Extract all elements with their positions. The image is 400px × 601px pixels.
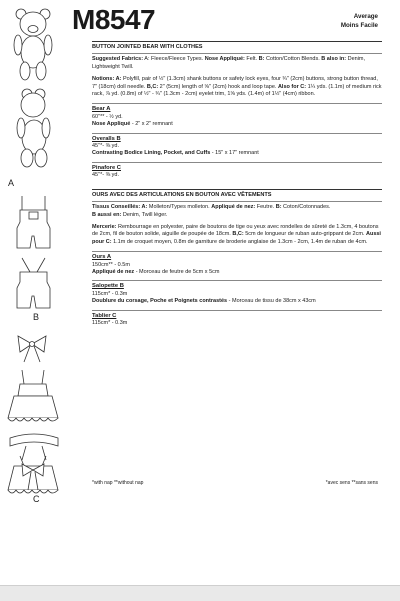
fr-fabrics-text: Molleton/Types molleton. (147, 204, 212, 211)
view-letter-c: C (33, 494, 40, 504)
notions-bc-text: 2" (5cm) length of ⅝" (2cm) hook and loop tape. (158, 83, 278, 90)
footnote-english: *with nap **without nap (92, 480, 144, 486)
pinafore-back-drawing (8, 456, 58, 493)
french-notions (92, 224, 382, 246)
overalls-front-drawing (17, 196, 50, 248)
bear-side-drawing (17, 89, 50, 167)
fr-pinafore-divider (92, 310, 382, 311)
section-divider (92, 41, 382, 42)
fr-yardage-divider (92, 251, 382, 252)
tablier-c-heading: Tablier C (92, 312, 117, 319)
contrast-amount: - 15" x 17" remnant (210, 150, 259, 157)
fr-overalls-divider (92, 280, 382, 281)
difficulty-french: Moins Facile (340, 22, 378, 29)
english-fabrics (92, 56, 382, 71)
view-letter-b: B (33, 312, 40, 322)
fr-fabrics-label: Tissus Conseillés: A: (92, 204, 148, 211)
fr-notions-also-label: Aussi pour C: (92, 231, 381, 245)
also-label: B also in: (321, 56, 347, 63)
view-illustrations-column (0, 0, 70, 585)
fr-nose-label: Appliqué de nez: (211, 204, 256, 211)
fr-view-b-label: B: (275, 204, 282, 211)
nose-label: Nose Appliqué: (204, 56, 245, 63)
ours-a-heading: Ours A (92, 254, 112, 261)
fr-notions-label: Mercerie: (92, 223, 117, 230)
fr-also-text: Denim, Twill léger. (121, 211, 168, 218)
fabrics-label: Suggested Fabrics: (92, 56, 144, 63)
bottom-strip (0, 585, 400, 601)
view-b-text: Cotton/Cotton Blends. (264, 56, 322, 63)
notions-text: Polyfill, pair of ½" (1.3cm) shank buttons or safety lock eyes, four ¾" (2cm) buttons, strong button thread, 7" (18cm) doll needle. (92, 76, 378, 90)
french-section-divider (92, 189, 382, 190)
fr-notions-text: Rembourrage en polyester, paire de boutons de tige ou yeux avec rondelles de sûreté de 1.3cm, 4 boutons de 2cm, fil de bouton solide, aiguille de poupée de 18cm. (92, 223, 379, 238)
notions-bc-label: B,C: (146, 83, 159, 90)
fr-nose-amount: - Morceau de feutre de 5cm x 5cm (134, 268, 220, 275)
fr-view-b-text: Coton/Cotonnades. (281, 204, 331, 211)
notions-also-label: Also for C: (277, 83, 307, 90)
nose-applique-heading: Nose Appliqué (92, 121, 131, 128)
also-text: Denim, Lightweight Twill. (92, 56, 366, 70)
fr-nose-heading: Appliqué de nez (92, 268, 135, 275)
pattern-instructions (92, 41, 382, 327)
fabrics-text: A: Fleece/Fleece Types. (143, 56, 205, 63)
pinafore-c-heading: Pinafore C (92, 164, 121, 171)
overalls-back-drawing (17, 258, 50, 308)
view-b-label: B: (258, 56, 265, 63)
technical-drawings (0, 0, 70, 520)
fr-contrast-heading: Doublure du corsage, Poche et Poignets contrastés (92, 298, 228, 305)
pattern-code: M8547 (72, 4, 156, 35)
fr-contrast-yardage (92, 298, 382, 305)
fr-notions-also-text: 1.1m de croquet moyen, 0.8m de garniture de broderie anglaise de 1.3cm - 2cm, 1.4m de ruban de 4cm. (111, 238, 368, 245)
nose-applique-yardage (92, 121, 382, 128)
bear-a-heading: Bear A (92, 106, 111, 113)
overalls-b-heading: Overalls B (92, 135, 121, 142)
view-letter-a: A (8, 178, 15, 188)
fr-also-label: B aussi en: (92, 211, 122, 218)
difficulty-label (341, 12, 378, 30)
pinafore-divider (92, 162, 382, 163)
pinafore-c-yardage: 45"*- ⅜ yd. (92, 172, 120, 179)
overalls-divider (92, 133, 382, 134)
nose-applique-amount: - 2" x 2" remnant (130, 121, 173, 128)
footnote-french: *avec sens **sans sens (325, 480, 378, 486)
notions-also-text: 1¼ yds. (1.1m) of medium rick rack, ⅞ yd. (0.8m) of ½" - ¾" (1.3cm - 2cm) eyelet trim, 1⅝ yds. (1.4m) of 1½" (4cm) ribbon. (92, 83, 382, 98)
french-fabrics (92, 204, 382, 219)
french-title: OURS AVEC DES ARTICULATIONS EN BOUTON AVEC VÊTEMENTS (92, 191, 272, 198)
ours-a-yardage: 150cm** - 0.5m (92, 261, 130, 268)
notions-label: Notions: A: (92, 76, 122, 83)
pinafore-drawing (8, 370, 58, 421)
bow-drawing (18, 336, 46, 362)
ribbon-drawing (10, 434, 58, 460)
contrast-yardage (92, 150, 382, 157)
fr-contrast-amount: - Morceau de tissu de 38cm x 43cm (227, 298, 316, 305)
tablier-c-yardage: 115cm* - 0.3m (92, 319, 128, 326)
salopette-b-heading: Salopette B (92, 283, 124, 290)
contrast-heading: Contrasting Bodice Lining, Pocket, and Cuffs (92, 150, 211, 157)
nose-text: Felt. (244, 56, 259, 63)
overalls-b-yardage: 45"*- ⅜ yd. (92, 143, 120, 150)
difficulty-english: Average (353, 13, 378, 20)
fr-nose-text: Feutre. (255, 204, 276, 211)
salopette-b-yardage: 115cm* - 0.3m (92, 290, 128, 297)
english-notions (92, 76, 382, 98)
fr-notions-bc-label: B,C: (232, 231, 244, 238)
french-title-divider (92, 201, 382, 202)
fr-nose-yardage (92, 269, 382, 276)
english-title: BUTTON JOINTED BEAR WITH CLOTHES (92, 44, 203, 50)
fr-notions-bc-text: 5cm de longueur de ruban auto-grippant de 2cm. (243, 231, 366, 238)
bear-front-drawing (14, 9, 52, 80)
yardage-divider (92, 103, 382, 104)
bear-a-yardage: 60"** - ½ yd. (92, 113, 123, 120)
title-divider (92, 53, 382, 54)
